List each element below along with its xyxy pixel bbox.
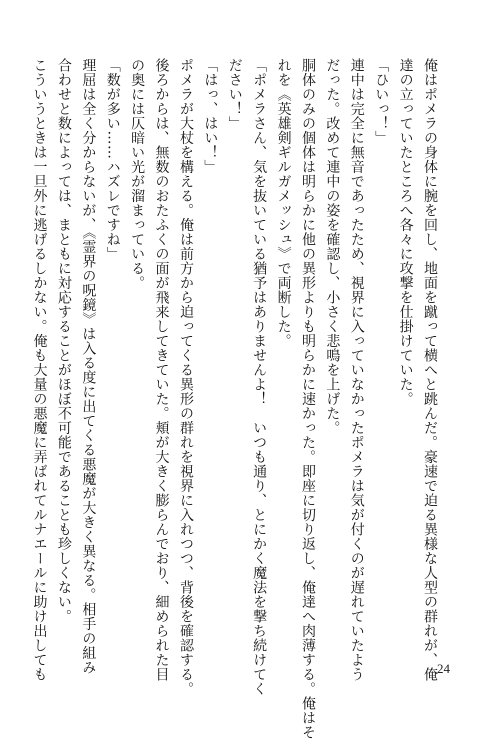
text-line: ださい！」 [226, 58, 243, 131]
text-line: こういうときは一旦外に逃げるしかない。俺も大量の悪魔に弄ばれてルナエールに助け出しても [31, 58, 48, 682]
text-line: 連中は完全に無音であったため、視界に入っていなかったポメラは気が付くのが遅れていたよう [348, 58, 365, 682]
body-text [31, 58, 442, 740]
text-line: 胴体のみの個体は明らかに他の異形よりも明らかに速かった。即座に切り返し、俺達へ肉薄する。俺はそ [299, 58, 316, 740]
text-line: 合わせと数によっては、まともに対応することがほぼ不可能であることも珍しくない。 [55, 58, 72, 624]
text-line: 俺はポメラの身体に腕を回し、地面を蹴って横へと跳んだ。豪速で迫る異様な人型の群れが、俺 [422, 58, 438, 682]
text-line: 「数が多い……ハズレですね」 [104, 58, 121, 261]
text-line: ポメラが大杖を構える。俺は前方から迫ってくる異形の群れを視界に入れつつ、背後を確認する。 [177, 58, 194, 696]
text-line: 達の立っていたところへ各々に攻撃を仕掛けていた。 [397, 58, 414, 406]
text-line: だった。改めて連中の姿を確認し、小さく悲鳴を上げた。 [324, 58, 341, 435]
text-line: の奥には仄暗い光が溜まっている。 [129, 58, 146, 290]
page-number: 24 [437, 661, 450, 676]
text-line: 「はっ、はい！」 [202, 58, 219, 174]
text-line: 後ろからは、無数のおたふくの面が飛来してきていた。頬が大きく膨らんでおり、細められた目 [153, 58, 170, 682]
text-line: 「ひいっ！」 [373, 58, 390, 145]
text-line: れを《英雄剣ギルガメッシュ》で両断した。 [275, 58, 292, 348]
text-line: 理屈は全く分からないが、《霊界の呪鏡》は入る度に出てくる悪魔が大きく異なる。相手の組み [80, 58, 97, 675]
text-line: 「ポメラさん、気を抜いている猶予はありませんよ！ いつも通り、とにかく魔法を撃ち続けてく [251, 58, 268, 696]
